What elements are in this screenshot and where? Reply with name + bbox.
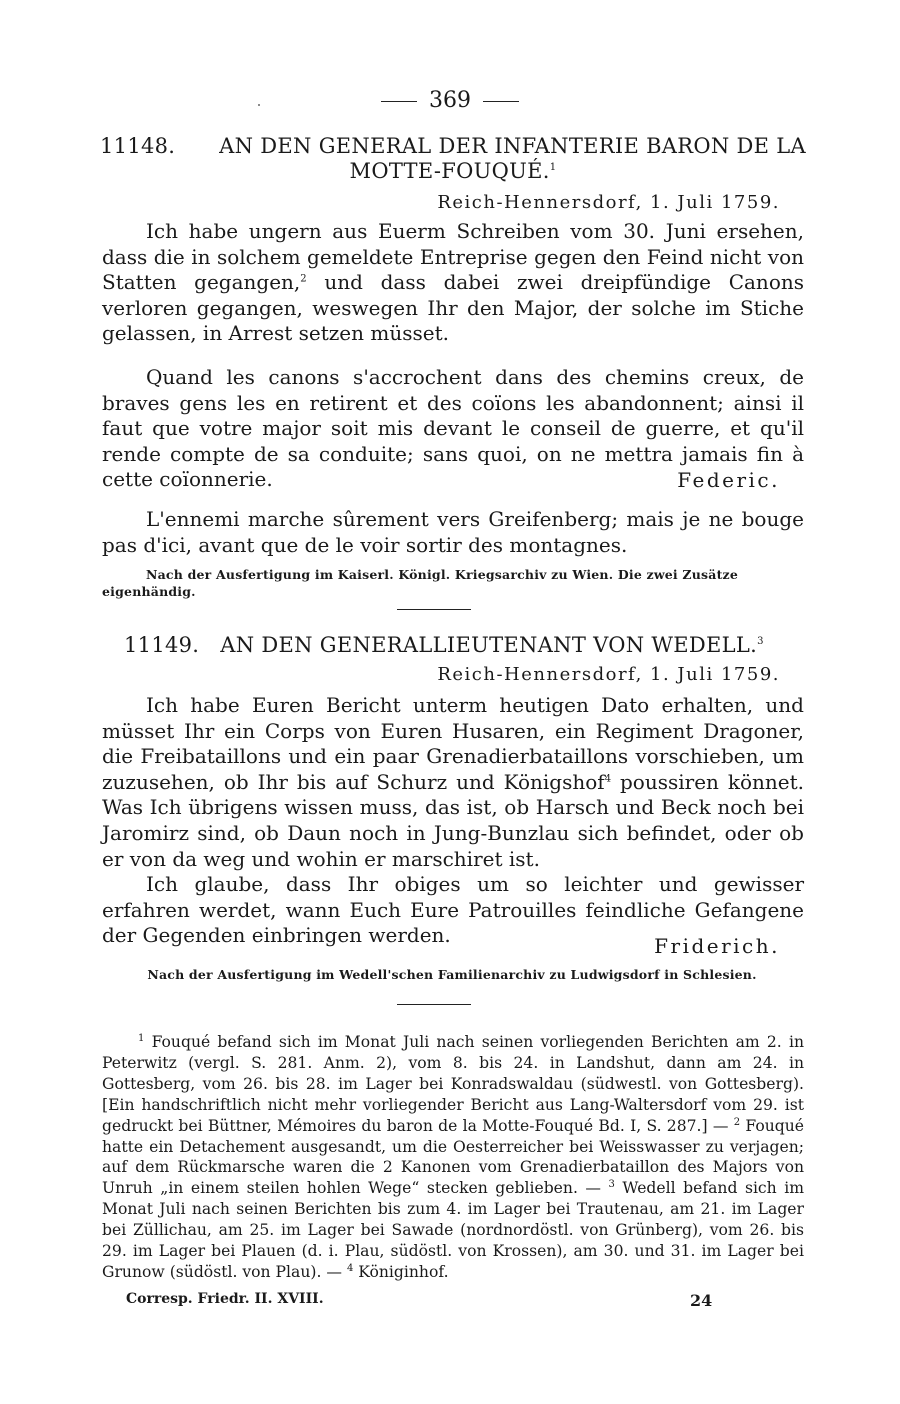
letter1-signature: Federic. — [677, 468, 780, 492]
letter1-title-note-ref: 1 — [549, 162, 557, 173]
footnote-3: Wedell befand sich im Monat Juli nach seinen Berichten bis zum 4. im Lager bei Trautenau, am 21. im Lager bei Züllichau, am 25. im Lager bei Sawade (nordnordöstl. von Grünberg), vom 26. bis 29. im Lager bei Plauen (d. i. Plau, südöstl. von Krossen), am 30. und 31. im Lager bei Grunow (südöstl. von Plau). — — [102, 1179, 804, 1281]
footnotes — [102, 1032, 804, 1283]
footnote-4-marker: 4 — [346, 1262, 354, 1274]
letter1-source-note: Nach der Ausfertigung im Kaiserl. Königl. Kriegsarchiv zu Wien. Die zwei Zusätze eigenhändig. — [102, 567, 739, 599]
footnote-block — [102, 1032, 804, 1283]
letter2-signature: Friderich. — [654, 934, 780, 958]
letter2-dateline: Reich-Hennersdorf, 1. Juli 1759. — [437, 664, 780, 685]
section-divider — [397, 609, 471, 610]
letter2-title-note-ref: 3 — [757, 636, 764, 647]
page-number — [0, 88, 900, 113]
letter1-paragraph-1-text-a: Ich habe ungern aus Euerm Schreiben vom 30. Juni ersehen, dass die in solchem gemeldete Entreprise gegen den Feind nicht von Statten gegangen, — [102, 219, 804, 295]
letter2-number: 11149. — [124, 633, 200, 657]
page-number-dash-left — [381, 101, 417, 102]
letter1-paragraph-1 — [102, 219, 804, 347]
footnote-2: Fouqué hatte ein Detachement ausgesandt, um die Oesterreicher bei Weisswasser zu verjagen; auf dem Rückmarsche waren die 2 Kanonen vom Grenadierbataillon des Majors von Unruh „in einem steilen hohlen Wege“ stecken geblieben. — — [102, 1116, 805, 1198]
letter1-paragraph-1-text-b: und dass dabei zwei dreipfündige Canons verloren gegangen, weswegen Ihr den Major, der solche im Stiche gelassen, in Arrest setzen müsset. — [102, 270, 804, 346]
letter2-paragraph-1-text-a: Ich habe Euren Bericht unterm heutigen Dato erhalten, und müsset Ihr ein Corps von Euren Husaren, ein Regiment Dragoner, die Freibataillons und ein paar Grenadierbataillons vorschieben, um zuzusehen, ob Ihr bis auf Schurz und Königshof — [102, 693, 804, 794]
speck-mark — [258, 104, 260, 106]
letter2-paragraph-1-text-b: poussiren könnet. Was Ich übrigens wissen muss, das ist, ob Harsch und Beck noch bei Jaromirz sind, ob Daun noch in Jung-Bunzlau sich befindet, oder ob er von da weg und wohin er marschiret ist. — [102, 769, 804, 871]
page-number-text: 369 — [429, 88, 471, 113]
footer-sheet-number: 24 — [690, 1291, 713, 1310]
letter2-paragraph-1 — [102, 693, 804, 872]
letter2-title: AN DEN GENERALLIEUTENANT VON WEDELL. — [220, 633, 758, 657]
footnote-3-marker: 3 — [608, 1179, 615, 1191]
letter1-heading — [100, 134, 806, 183]
letter1-paragraph-2: Quand les canons s'accrochent dans des chemins creux, de braves gens les en retirent et des coïons les abandonnent; ainsi il faut que votre major soit mis devant le conseil de guerre, et qu'il rende compte de sa conduite; sans quoi, on ne mettra jamais fin à cette coïonnerie. — [102, 365, 804, 492]
letter1-title-line2: MOTTE-FOUQUÉ. — [349, 159, 550, 183]
footnote-1-marker: 1 — [138, 1032, 145, 1044]
footnote-1: Fouqué befand sich im Monat Juli nach seinen vorliegenden Berichten am 2. in Peterwitz (vergl. S. 281. Anm. 2), vom 8. bis 24. in Landshut, dann am 24. in Gottesberg, vom 26. bis 28. im Lager bei Konradswaldau (südwestl. von Gottesberg). [Ein handschriftlich nicht mehr vorliegender Bericht aus Lang-Waltersdorf vom 29. ist gedruckt bei Büttner, Mémoires du baron de la Motte-Fouqué Bd. I, S. 287.] — — [102, 1033, 804, 1135]
letter2-paragraph-2: Ich glaube, dass Ihr obiges um so leichter und gewisser erfahren werdet, wann Euch Eure Patrouilles feindliche Gefangene der Gegenden einbringen werden. — [102, 872, 804, 948]
footnote-4: Königinhof. — [353, 1262, 449, 1281]
letter1-title-line1: AN DEN GENERAL DER INFANTERIE BARON DE LA — [219, 134, 806, 158]
letter1-dateline: Reich-Hennersdorf, 1. Juli 1759. — [437, 192, 780, 213]
letter2-source-note: Nach der Ausfertigung im Wedell'schen Familienarchiv zu Ludwigsdorf in Schlesien. — [147, 967, 757, 982]
footnote-ref-4: 4 — [604, 773, 612, 785]
letter1-number: 11148. — [100, 134, 176, 158]
footnote-ref-2: 2 — [300, 273, 307, 285]
footer-signature-left: Corresp. Friedr. II. XVIII. — [126, 1291, 324, 1307]
letter2-heading — [124, 633, 806, 657]
page-number-dash-right — [483, 101, 519, 102]
footnote-divider — [397, 1004, 471, 1005]
letter1-paragraph-3: L'ennemi marche sûrement vers Greifenberg; mais je ne bouge pas d'ici, avant que de le voir sortir des montagnes. — [102, 507, 804, 557]
footnote-2-marker: 2 — [733, 1116, 741, 1128]
